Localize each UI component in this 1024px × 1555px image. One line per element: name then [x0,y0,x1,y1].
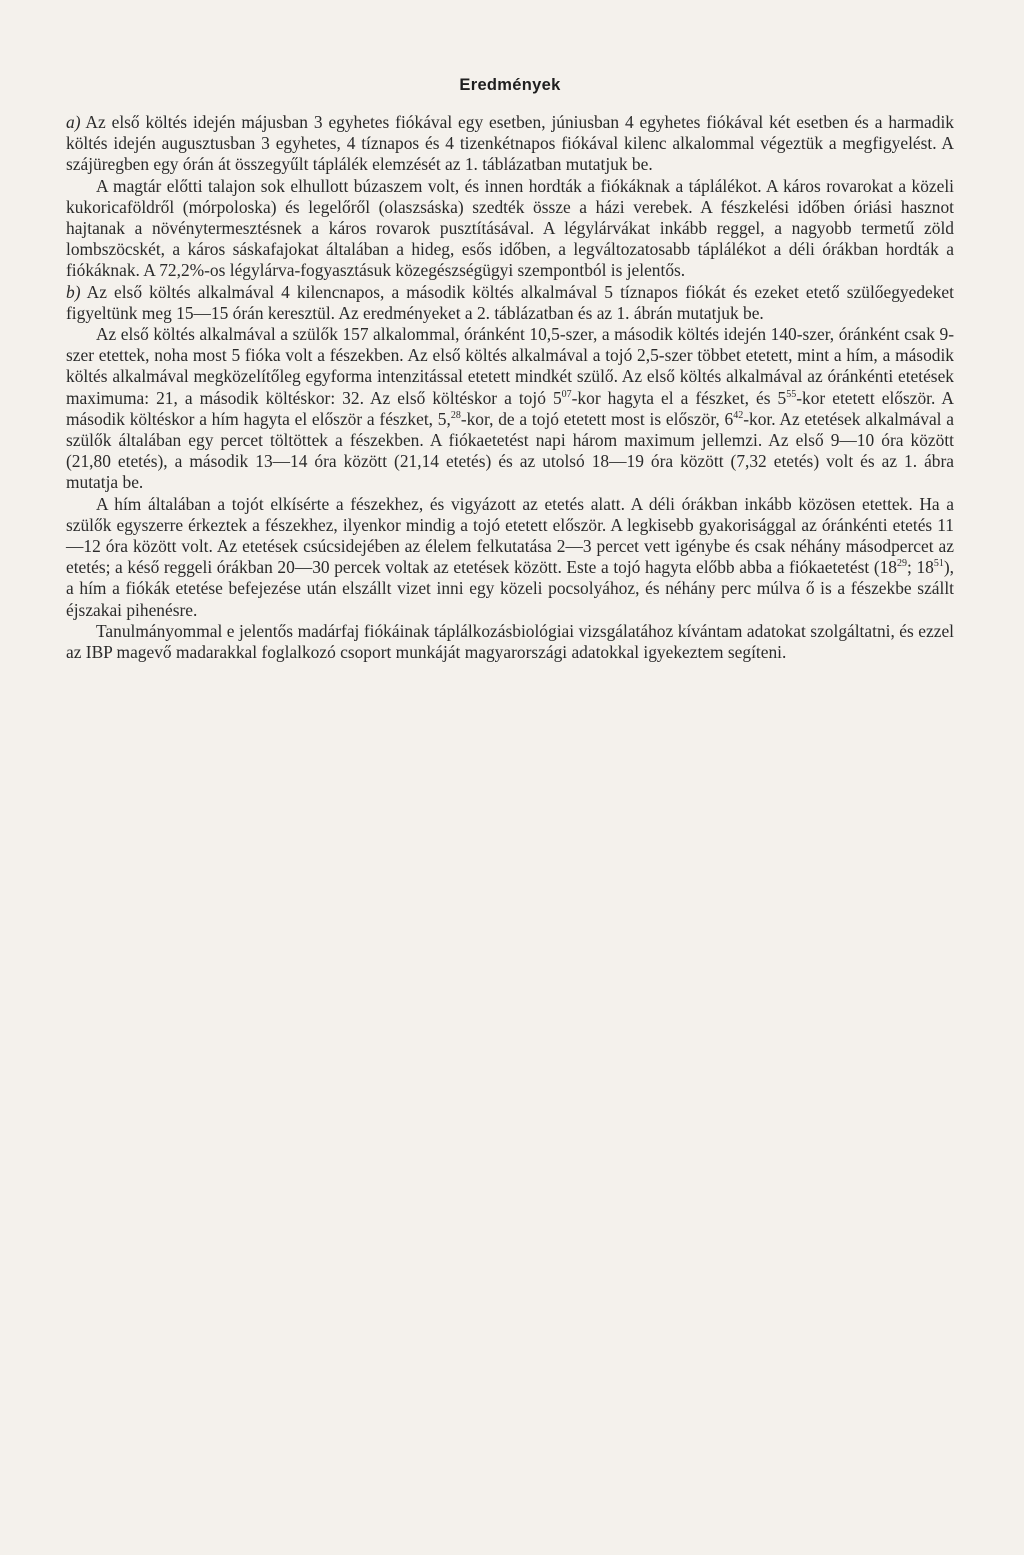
paragraph-a-text: Az első költés idején májusban 3 egyhetes fiókával egy esetben, júniusban 4 egyhetes fiókával két esetben és a harmadik költés idején augusztusban 3 egyhetes, 4 tíznapos és 4 tizenkétnapos fiókával kilenc alkalommal végeztük a megfigyelést. A szájüregben egy órán át összegyűlt táplálék elemzését az 1. táblázatban mutatjuk be. [66,112,954,175]
feeding-counts-text-4: -kor, de a tojó etetett most is először, 6 [460,408,734,429]
feeding-counts-text-3: -kor etetett először. A második költéskor a hím hagyta el először a fészket, 5, [66,387,954,429]
paragraph-conclusion: Tanulmányommal e jelentős madárfaj fiókáinak táplálkozásbiológiai vizsgálatához kívántam adatokat szolgáltatni, és ezzel az IBP magevő madarakkal foglalkozó csoport munkáját magyarországi adatokkal igyekeztem segíteni. [66,620,954,663]
feeding-counts-text-1: Az első költés alkalmával a szülők 157 alkalommal, óránként 10,5-szer, a második költés idején 140-szer, óránként csak 9-szer etettek, noha most 5 fióka volt a fészekben. Az első költés alkalmával a tojó 2,5-szer többet etetett, mint a hím, a második költés alkalmával megközelítőleg egyforma intenzitással etetett mindkét szülő. Az első költés alkalmával az óránkénti etetések maximuma: 21, a második költéskor: 32. Az első költéskor a tojó 5 [66,324,954,408]
parent-behaviour-text-2: ; 18 [907,557,934,578]
paragraph-feeding-counts [66,324,954,494]
paragraph-a-label: a) [66,112,81,132]
time-superscript: 51 [933,558,944,570]
paragraph-parent-behaviour [66,494,954,621]
time-superscript: 07 [561,388,572,400]
parent-behaviour-text-1: A hím általában a tojót elkísérte a fészekhez, és vigyázott az etetés alatt. A déli órákban inkább közösen etettek. Ha a szülők egyszerre érkeztek a fészekhez, ilyenkor mindig a tojó etetett először. A legkisebb gyakorisággal az óránkénti etetés 11—12 óra között volt. Az etetések csúcsidejében az élelem felkutatása 2—3 percet vett igénybe és csak néhány másodpercet az etetés; a késő reggeli órákban 20—30 percek voltak az etetések között. Este a tojó hagyta előbb abba a fiókaetetést (18 [66,493,954,578]
feeding-counts-text-5: -kor. Az etetések alkalmával a szülők általában egy percet töltöttek a fészekben. A fiókaetetést napi három maximum jellemzi. Az első 9—10 óra között (21,80 etetés), a második 13—14 óra között (21,14 etetés) és az utolsó 18—19 óra között (7,32 etetés) volt és az 1. ábra mutatja be. [66,408,954,493]
time-superscript: 29 [897,558,908,570]
paragraph-b-label: b) [66,281,81,302]
parent-behaviour-text-3: ), a hím a fiókák etetése befejezése után elszállt vizet inni egy közeli pocsolyához, és néhány perc múlva ő is a fészekbe szállt éjszakai pihenésre. [66,557,955,620]
time-superscript: 42 [733,409,744,421]
document-page [66,76,954,663]
paragraph-a [66,112,954,176]
paragraph-b-text: Az első költés alkalmával 4 kilencnapos, a második költés alkalmával 5 tíznapos fiókát és ezeket etető szülőegyedeket figyeltünk meg 15—15 órán keresztül. Az eredményeket a 2. táblázatban és az 1. ábrán mutatjuk be. [66,281,954,323]
time-superscript: 55 [786,388,797,400]
paragraph-b [66,282,954,324]
feeding-counts-text-2: -kor hagyta el a fészket, és 5 [571,387,787,408]
time-superscript: 28 [450,409,461,421]
paragraph-food-sources: A magtár előtti talajon sok elhullott búzaszem volt, és innen hordták a fiókáknak a táplálékot. A káros rovarokat a közeli kukoricaföldről (mórpoloska) és legelőről (olaszsáska) szedték össze a házi verebek. A fészkelési időben óriási hasznot hajtanak a növénytermesztésnek a káros rovarok pusztításával. A légylárvákat inkább reggel, a nagyobb termetű zöld lombszöcskét, a káros sáskafajokat általában a hideg, esős időben, a legváltozatosabb táplálékot a déli órákban hordták a fiókáknak. A 72,2%-os légylárva-fogyasztásuk közegészségügyi szempontból is jelentős. [66,175,954,281]
section-heading: Eredmények [459,76,561,94]
